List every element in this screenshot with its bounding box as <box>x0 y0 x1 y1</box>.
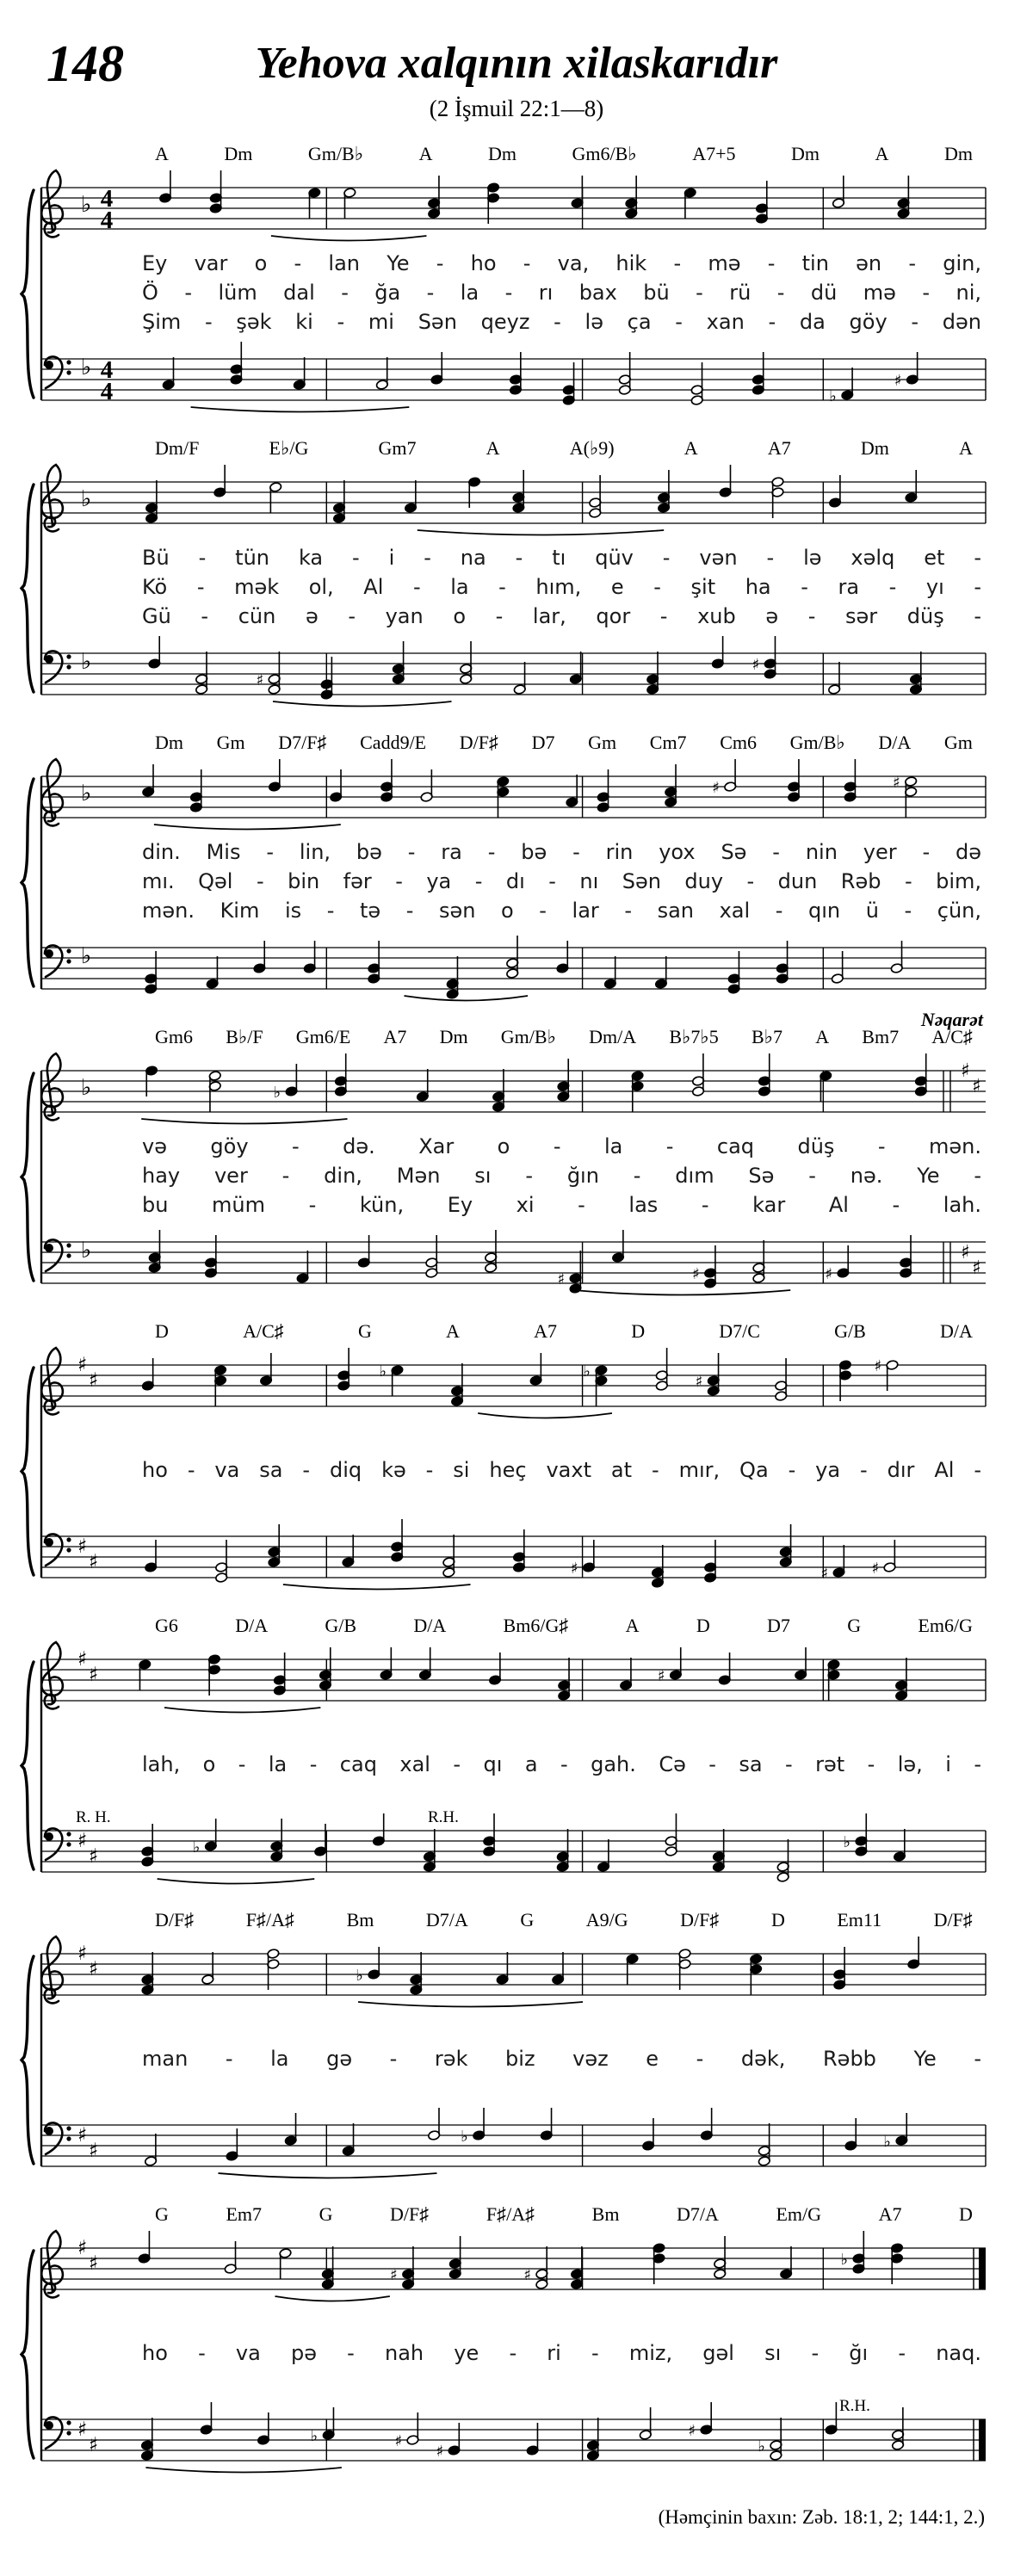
chord-label: D7 <box>767 1615 790 1636</box>
chord-label: A <box>684 437 698 459</box>
chord-label: Gm/B♭ <box>307 143 364 164</box>
svg-text:♭: ♭ <box>81 781 92 806</box>
treble-staff <box>0 1639 1033 1720</box>
svg-text:♯: ♯ <box>77 2418 88 2441</box>
treble-staff <box>0 756 1033 837</box>
chord-label: G/B <box>325 1615 357 1636</box>
svg-text:♯: ♯ <box>89 2140 99 2162</box>
chord-label: D/F♯ <box>390 2203 430 2225</box>
svg-text:♯: ♯ <box>874 1357 882 1375</box>
lyrics-line: və göy - də. Xar o - la - caq düş - mən. <box>142 1134 981 1158</box>
svg-text:♯: ♯ <box>77 1943 88 1965</box>
grand-staff-brace <box>17 1954 45 2166</box>
chord-label: Gm <box>588 732 617 753</box>
song-number: 148 <box>46 35 124 92</box>
chord-label: Dm <box>860 437 889 459</box>
music-system-6 <box>0 1609 1033 1904</box>
chord-label: Em11 <box>837 1909 882 1930</box>
chord-label: A <box>486 437 500 459</box>
chord-label: A7+5 <box>692 143 736 164</box>
chord-label: A7 <box>534 1320 557 1342</box>
chord-label: F♯/A♯ <box>486 2203 535 2225</box>
chord-label: Gm7 <box>378 437 417 459</box>
lyrics-line: mən. Kim is - tə - sən o - lar - san xal - qın ü - çün, <box>142 899 981 923</box>
chord-label: D <box>770 1909 785 1930</box>
chord-label: Dm/A <box>589 1026 637 1047</box>
chord-label: Gm6/B♭ <box>572 143 637 164</box>
treble-staff <box>0 461 1033 543</box>
svg-text:♭: ♭ <box>81 192 92 218</box>
svg-text:♯: ♯ <box>752 656 760 674</box>
lyrics-line: hay ver - din, Mən sı - ğın - dım Sə - nə. Ye - <box>142 1164 981 1188</box>
chord-label: D/F♯ <box>933 1909 973 1930</box>
music-system-3 <box>0 726 1033 1021</box>
chord-label: D/F♯ <box>155 1909 195 1930</box>
chord-label: Dm <box>488 143 517 164</box>
svg-text:♯: ♯ <box>871 1560 880 1578</box>
chord-label: Cm7 <box>649 732 687 753</box>
chord-label: A <box>155 143 169 164</box>
song-header <box>0 0 1033 138</box>
lyrics-line: ho - va sa - diq kə - si heç vaxt at - mır, Qa - ya - dır Al - <box>142 1458 981 1482</box>
music-system-8 <box>0 2198 1033 2493</box>
chord-label: Dm <box>224 143 253 164</box>
chord-label: Gm <box>943 732 973 753</box>
chord-label: G <box>520 1909 535 1930</box>
svg-text:4: 4 <box>100 185 114 213</box>
chord-label: D7/A <box>677 2203 719 2225</box>
lyrics-block <box>142 1426 981 1516</box>
chord-label: Dm/F <box>155 437 200 459</box>
grand-staff-brace <box>17 1071 45 1283</box>
chord-label: A <box>959 437 973 459</box>
music-system-7 <box>0 1904 1033 2198</box>
svg-text:♯: ♯ <box>961 1060 970 1082</box>
chord-label: Bm6/G♯ <box>503 1615 569 1636</box>
svg-text:♯: ♯ <box>825 1265 833 1283</box>
song-title: Yehova xalqının xilaskarıdır <box>255 39 778 88</box>
svg-text:♯: ♯ <box>390 2266 398 2284</box>
grand-staff-brace <box>17 2248 45 2461</box>
lyrics-block <box>142 2309 981 2399</box>
chord-label: Em7 <box>226 2203 263 2225</box>
svg-text:♯: ♯ <box>695 1373 703 1391</box>
svg-text:♯: ♯ <box>77 2124 88 2147</box>
chord-label: G/B <box>834 1320 866 1342</box>
svg-text:♯: ♯ <box>893 774 900 792</box>
lyrics-line: Gü - cün ə - yan o - lar, qor - xub ə - sər düş - <box>142 604 981 628</box>
svg-text:♯: ♯ <box>972 1076 981 1097</box>
lyrics-block <box>142 1720 981 1810</box>
lyrics-line: mı. Qəl - bin fər - ya - dı - nı Sən duy - dun Rəb - bim, <box>142 869 981 893</box>
grand-staff-brace <box>17 776 45 989</box>
grand-staff-brace <box>17 482 45 695</box>
right-hand-mark: R.H. <box>428 1808 459 1826</box>
svg-text:♭: ♭ <box>81 486 92 512</box>
chord-label: F♯/A♯ <box>245 1909 295 1930</box>
chord-row <box>155 1320 973 1344</box>
chord-label: A/C♯ <box>243 1320 284 1342</box>
chord-label: G <box>155 2203 169 2225</box>
treble-staff <box>0 1933 1033 2015</box>
chord-label: Dm <box>155 732 183 753</box>
svg-text:4: 4 <box>100 356 114 384</box>
svg-text:4: 4 <box>100 378 114 405</box>
chord-label: B♭7 <box>751 1026 783 1047</box>
chord-label: A/C♯ <box>931 1026 973 1047</box>
lyrics-line: lah, o - la - caq xal - qı a - gah. Cə - sa - rət - lə, i - <box>142 1752 981 1776</box>
svg-text:♯: ♯ <box>77 2237 88 2259</box>
chord-label: D7 <box>531 732 555 753</box>
chord-label: Em/G <box>776 2203 822 2225</box>
treble-staff <box>0 1344 1033 1426</box>
chord-label: D7/F♯ <box>278 732 327 753</box>
svg-text:♯: ♯ <box>820 1565 829 1583</box>
chord-label: Gm/B♭ <box>789 732 845 753</box>
svg-text:♯: ♯ <box>571 1560 578 1578</box>
svg-text:♯: ♯ <box>692 1265 700 1283</box>
chord-row <box>155 732 973 756</box>
chord-row <box>155 437 973 461</box>
bass-staff <box>0 927 1033 1009</box>
chord-label: A(♭9) <box>569 437 615 459</box>
chord-label: Em6/G <box>918 1615 973 1636</box>
svg-text:♯: ♯ <box>77 1830 88 1852</box>
chord-row <box>155 2203 973 2227</box>
lyrics-line: Bü - tün ka - i - na - tı qüv - vən - lə xəlq et - <box>142 546 981 570</box>
grand-staff-brace <box>17 1365 45 1578</box>
bass-staff <box>0 1221 1033 1303</box>
lyrics-line: Ey var o - lan Ye - ho - va, hik - mə - tin ən - gin, <box>142 251 981 275</box>
svg-text:♯: ♯ <box>89 2252 99 2275</box>
chord-label: Dm <box>439 1026 468 1047</box>
chord-label: D7/A <box>425 1909 468 1930</box>
bass-staff <box>0 633 1033 714</box>
svg-text:♯: ♯ <box>961 1242 970 1263</box>
chord-label: Dm <box>943 143 973 164</box>
lyrics-line: Ö - lüm dal - ğa - la - rı bax bü - rü - dü mə - ni, <box>142 281 981 305</box>
svg-text:♯: ♯ <box>657 1667 665 1685</box>
chord-label: Bm <box>346 1909 374 1930</box>
see-also-reference: (Həmçinin baxın: Zəb. 18:1, 2; 144:1, 2.) <box>658 2506 985 2528</box>
treble-staff <box>0 1050 1033 1132</box>
right-hand-mark: R. H. <box>76 1808 111 1826</box>
scripture-reference: (2 İşmuil 22:1—8) <box>429 96 604 121</box>
svg-text:4: 4 <box>100 207 114 234</box>
music-system-5 <box>0 1315 1033 1609</box>
chord-label: G <box>319 2203 333 2225</box>
bass-staff <box>0 1516 1033 1597</box>
lyrics-block <box>142 837 981 927</box>
svg-text:♭: ♭ <box>583 1362 591 1381</box>
svg-text:♯: ♯ <box>89 1958 99 1980</box>
treble-staff <box>0 2227 1033 2309</box>
svg-text:♭: ♭ <box>461 2128 468 2146</box>
chord-label: A <box>625 1615 640 1636</box>
chord-label: Dm <box>791 143 820 164</box>
page-footer <box>0 2506 1033 2529</box>
chord-label: A <box>815 1026 830 1047</box>
svg-text:♯: ♯ <box>89 1551 99 1573</box>
chord-row <box>155 1909 973 1933</box>
chord-label: E♭/G <box>269 437 309 459</box>
treble-staff <box>0 167 1033 249</box>
svg-text:♭: ♭ <box>81 355 92 380</box>
chord-label: A7 <box>383 1026 407 1047</box>
lyrics-line: Şim - şək ki - mi Sən qeyz - lə ça - xan - da göy - dən <box>142 310 981 334</box>
chord-label: Bm <box>591 2203 620 2225</box>
svg-text:♭: ♭ <box>81 1075 92 1101</box>
svg-text:♯: ♯ <box>89 1664 99 1686</box>
music-system-4 <box>0 1009 1033 1315</box>
svg-text:♭: ♭ <box>356 1967 363 1985</box>
svg-text:♭: ♭ <box>273 1084 281 1102</box>
bass-staff <box>0 1810 1033 1892</box>
svg-text:♯: ♯ <box>77 1535 88 1558</box>
chord-label: Gm6 <box>155 1026 193 1047</box>
chord-label: A <box>446 1320 460 1342</box>
chord-label: Bm7 <box>862 1026 900 1047</box>
chord-label: D/A <box>235 1615 269 1636</box>
lyrics-line: ho - va pə - nah ye - ri - miz, gəl sı - ğı - naq. <box>142 2341 981 2365</box>
svg-text:♯: ♯ <box>256 671 264 689</box>
chord-label: B♭/F <box>226 1026 263 1047</box>
chord-label: A <box>418 143 433 164</box>
chord-row <box>155 1026 973 1050</box>
chord-label: Gm <box>216 732 245 753</box>
bass-staff <box>0 2104 1033 2186</box>
music-system-1 <box>0 138 1033 432</box>
lyrics-line: man - la gə - rək biz vəz e - dək, Rəbb Ye - <box>142 2047 981 2071</box>
right-hand-mark: R.H. <box>839 2397 870 2415</box>
chord-label: D/A <box>413 1615 447 1636</box>
chord-label: D/F♯ <box>459 732 498 753</box>
svg-text:♯: ♯ <box>557 1270 566 1288</box>
lyrics-block <box>142 1132 981 1221</box>
lyrics-block <box>142 2015 981 2104</box>
svg-text:♭: ♭ <box>192 1838 201 1856</box>
grand-staff-brace <box>17 188 45 400</box>
chord-label: G <box>847 1615 862 1636</box>
svg-text:♯: ♯ <box>89 1845 99 1868</box>
svg-text:♭: ♭ <box>758 2437 765 2456</box>
svg-text:♯: ♯ <box>688 2422 696 2440</box>
svg-text:♯: ♯ <box>394 2432 403 2450</box>
lyrics-block <box>142 249 981 338</box>
svg-text:♭: ♭ <box>81 943 92 969</box>
svg-text:♯: ♯ <box>77 1648 88 1671</box>
lyrics-line: bu müm - kün, Ey xi - las - kar Al - lah. <box>142 1193 981 1217</box>
svg-text:♯: ♯ <box>89 1369 99 1392</box>
bass-staff <box>0 338 1033 420</box>
chord-label: B♭7♭5 <box>669 1026 719 1047</box>
refrain-label: Nəqarət <box>920 1009 983 1030</box>
chord-label: A7 <box>767 437 791 459</box>
chord-label: Cm6 <box>720 732 757 753</box>
svg-text:♯: ♯ <box>523 2266 532 2284</box>
chord-label: D7/C <box>719 1320 760 1342</box>
chord-label: G6 <box>155 1615 178 1636</box>
bass-staff <box>0 2399 1033 2480</box>
grand-staff-brace <box>17 1659 45 1872</box>
chord-label: D <box>959 2203 973 2225</box>
svg-text:♯: ♯ <box>89 2434 99 2456</box>
chord-row <box>155 143 973 167</box>
svg-text:♯: ♯ <box>436 2443 444 2461</box>
svg-text:♭: ♭ <box>843 1833 851 1851</box>
chord-label: D <box>631 1320 646 1342</box>
svg-text:♯: ♯ <box>972 1257 981 1279</box>
chord-label: A9/G <box>585 1909 628 1930</box>
svg-text:♭: ♭ <box>840 2251 848 2269</box>
svg-text:♭: ♭ <box>829 387 837 405</box>
chord-label: D/A <box>940 1320 973 1342</box>
music-system-2 <box>0 432 1033 726</box>
svg-text:♯: ♯ <box>712 779 720 797</box>
chord-label: A <box>875 143 889 164</box>
chord-label: A7 <box>878 2203 902 2225</box>
svg-text:♭: ♭ <box>310 2427 319 2445</box>
chord-label: Gm6/E <box>295 1026 351 1047</box>
chord-label: Gm/B♭ <box>500 1026 556 1047</box>
chord-label: D <box>696 1615 710 1636</box>
chord-label: G <box>357 1320 372 1342</box>
svg-text:♭: ♭ <box>81 649 92 675</box>
lyrics-block <box>142 543 981 633</box>
lyrics-line: Kö - mək ol, Al - la - hım, e - şit ha - ra - yı - <box>142 575 981 599</box>
chord-row <box>155 1615 973 1639</box>
svg-text:♭: ♭ <box>883 2133 891 2151</box>
svg-text:♭: ♭ <box>379 1362 387 1381</box>
svg-text:♯: ♯ <box>894 372 902 390</box>
chord-label: Cadd9/E <box>360 732 427 753</box>
lyrics-line: din. Mis - lin, bə - ra - bə - rin yox Sə - nin yer - də <box>142 840 981 864</box>
chord-label: D <box>155 1320 169 1342</box>
svg-text:♯: ♯ <box>77 1354 88 1376</box>
chord-label: D/A <box>878 732 912 753</box>
svg-text:♭: ♭ <box>81 1238 92 1263</box>
chord-label: D/F♯ <box>680 1909 720 1930</box>
